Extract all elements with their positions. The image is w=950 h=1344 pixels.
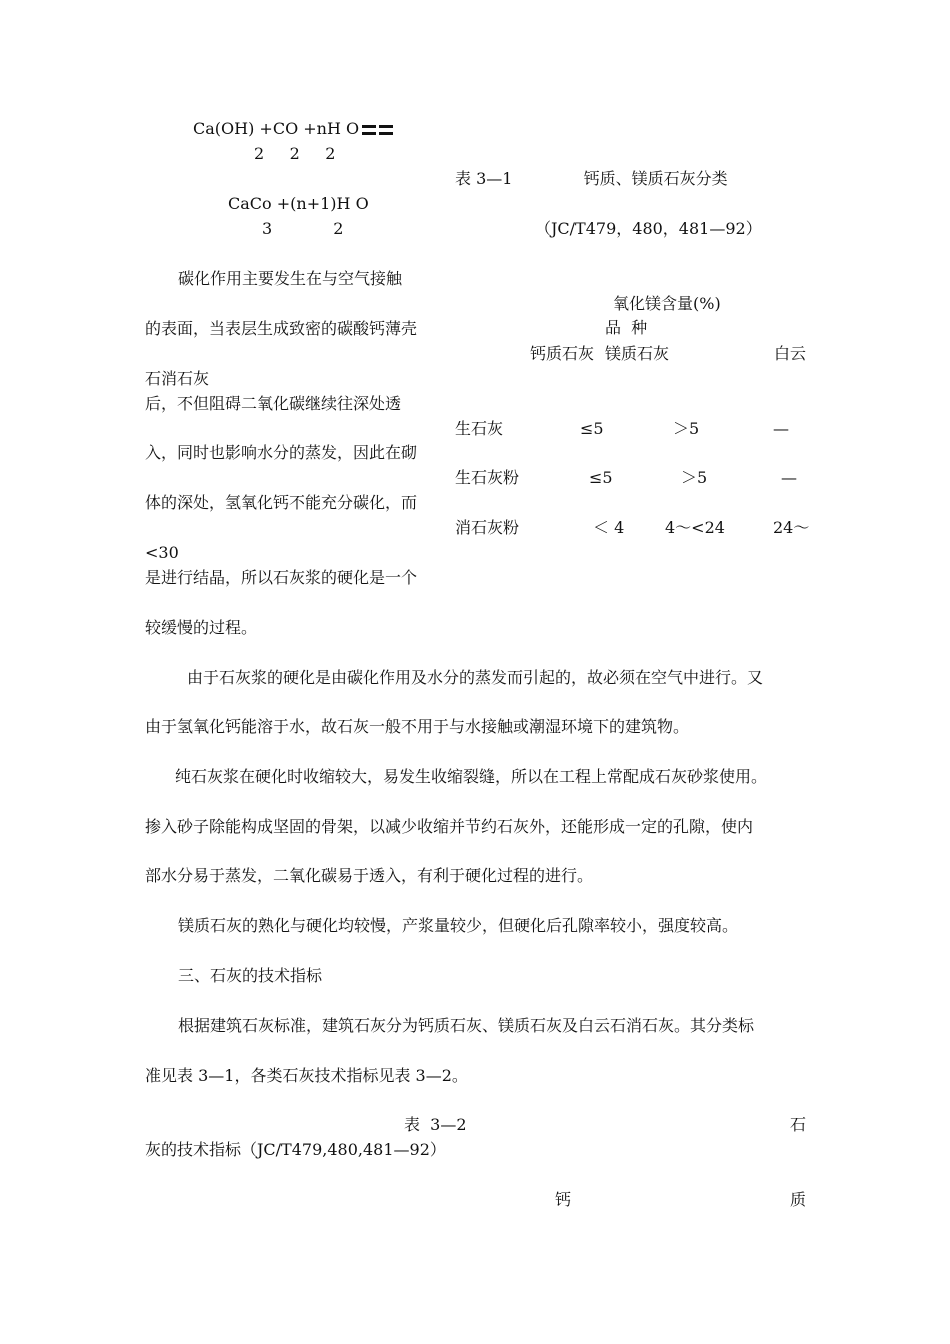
equation-line2: CaCo +(n+1)H O <box>228 194 369 213</box>
left-text-line: 入，同时也影响水分的蒸发，因此在砌 <box>145 443 418 462</box>
table1-col-calcium: 钙质石灰 <box>530 344 595 363</box>
table2-header-a: 钙 <box>555 1190 572 1209</box>
table1-row-magnesium: ＞5 <box>673 419 700 438</box>
table1-row-magnesium: 4～<24 <box>665 518 725 537</box>
table1-standard: （JC/T479，480，481—92） <box>535 219 762 238</box>
table2-caption: 表 3—2 <box>404 1115 467 1134</box>
table2-caption-right: 石 <box>790 1115 807 1134</box>
table1-caption: 表 3—1 钙质、镁质石灰分类 <box>455 169 728 188</box>
left-text-line: 石消石灰 <box>145 369 210 388</box>
table1-row-calcium: ＜ 4 <box>593 518 625 537</box>
left-text-line: 碳化作用主要发生在与空气接触 <box>178 269 403 288</box>
left-text-line: 后，不但阻碍二氧化碳继续往深处透 <box>145 394 402 413</box>
left-text-line: 是进行结晶，所以石灰浆的硬化是一个 <box>145 568 418 587</box>
table1-row-name: 消石灰粉 <box>455 518 520 537</box>
table1-row-magnesium: ＞5 <box>681 468 708 487</box>
left-text-line: 体的深处，氢氧化钙不能充分碳化，而 <box>145 493 418 512</box>
paragraph-line: 准见表 3—1，各类石灰技术指标见表 3—2。 <box>145 1066 468 1085</box>
table1-row-name: 生石灰 <box>455 419 504 438</box>
table1-row-calcium: ≤5 <box>589 468 613 487</box>
section-heading: 三、石灰的技术指标 <box>178 966 323 985</box>
equals-sign <box>362 125 376 135</box>
paragraph-line: 掺入砂子除能构成坚固的骨架，以减少收缩并节约石灰外，还能形成一定的孔隙，使内 <box>145 817 754 836</box>
table1-row-dolomite: — <box>781 468 797 487</box>
table1-header-mgo: 氧化镁含量(%) <box>613 294 721 313</box>
table2-caption-line2: 灰的技术指标（JC/T479,480,481—92） <box>145 1140 446 1159</box>
paragraph-line: 由于氢氧化钙能溶于水，故石灰一般不用于与水接触或潮湿环境下的建筑物。 <box>145 717 690 736</box>
table2-header-b: 质 <box>790 1190 807 1209</box>
paragraph-line: 由于石灰浆的硬化是由碳化作用及水分的蒸发而引起的，故必须在空气中进行。又 <box>187 668 764 687</box>
paragraph-line: 根据建筑石灰标准，建筑石灰分为钙质石灰、镁质石灰及白云石消石灰。其分类标 <box>178 1016 755 1035</box>
equals-sign <box>379 125 393 135</box>
paragraph-line: 镁质石灰的熟化与硬化均较慢，产浆量较少，但硬化后孔隙率较小，强度较高。 <box>178 916 739 935</box>
equation-subscripts1: 2 2 2 <box>254 144 336 163</box>
table1-row-dolomite: — <box>773 419 789 438</box>
left-text-line: 较缓慢的过程。 <box>145 618 258 637</box>
table1-header-variety: 品 种 <box>605 318 648 337</box>
left-text-line: 的表面，当表层生成致密的碳酸钙薄壳 <box>145 319 418 338</box>
paragraph-line: 纯石灰浆在硬化时收缩较大，易发生收缩裂缝，所以在工程上常配成石灰砂浆使用。 <box>175 767 768 786</box>
equation-line1: Ca(OH) +CO +nH O <box>193 119 393 139</box>
table1-col-dolomite: 白云 <box>774 344 807 363</box>
table1-col-magnesium: 镁质石灰 <box>605 344 670 363</box>
left-text-line: <30 <box>145 543 179 562</box>
table1-row-dolomite: 24～ <box>773 518 810 537</box>
paragraph-line: 部水分易于蒸发，二氧化碳易于透入，有利于硬化过程的进行。 <box>145 866 594 885</box>
equation-subscripts2: 3 2 <box>262 219 344 238</box>
table1-row-name: 生石灰粉 <box>455 468 520 487</box>
table1-row-calcium: ≤5 <box>580 419 604 438</box>
